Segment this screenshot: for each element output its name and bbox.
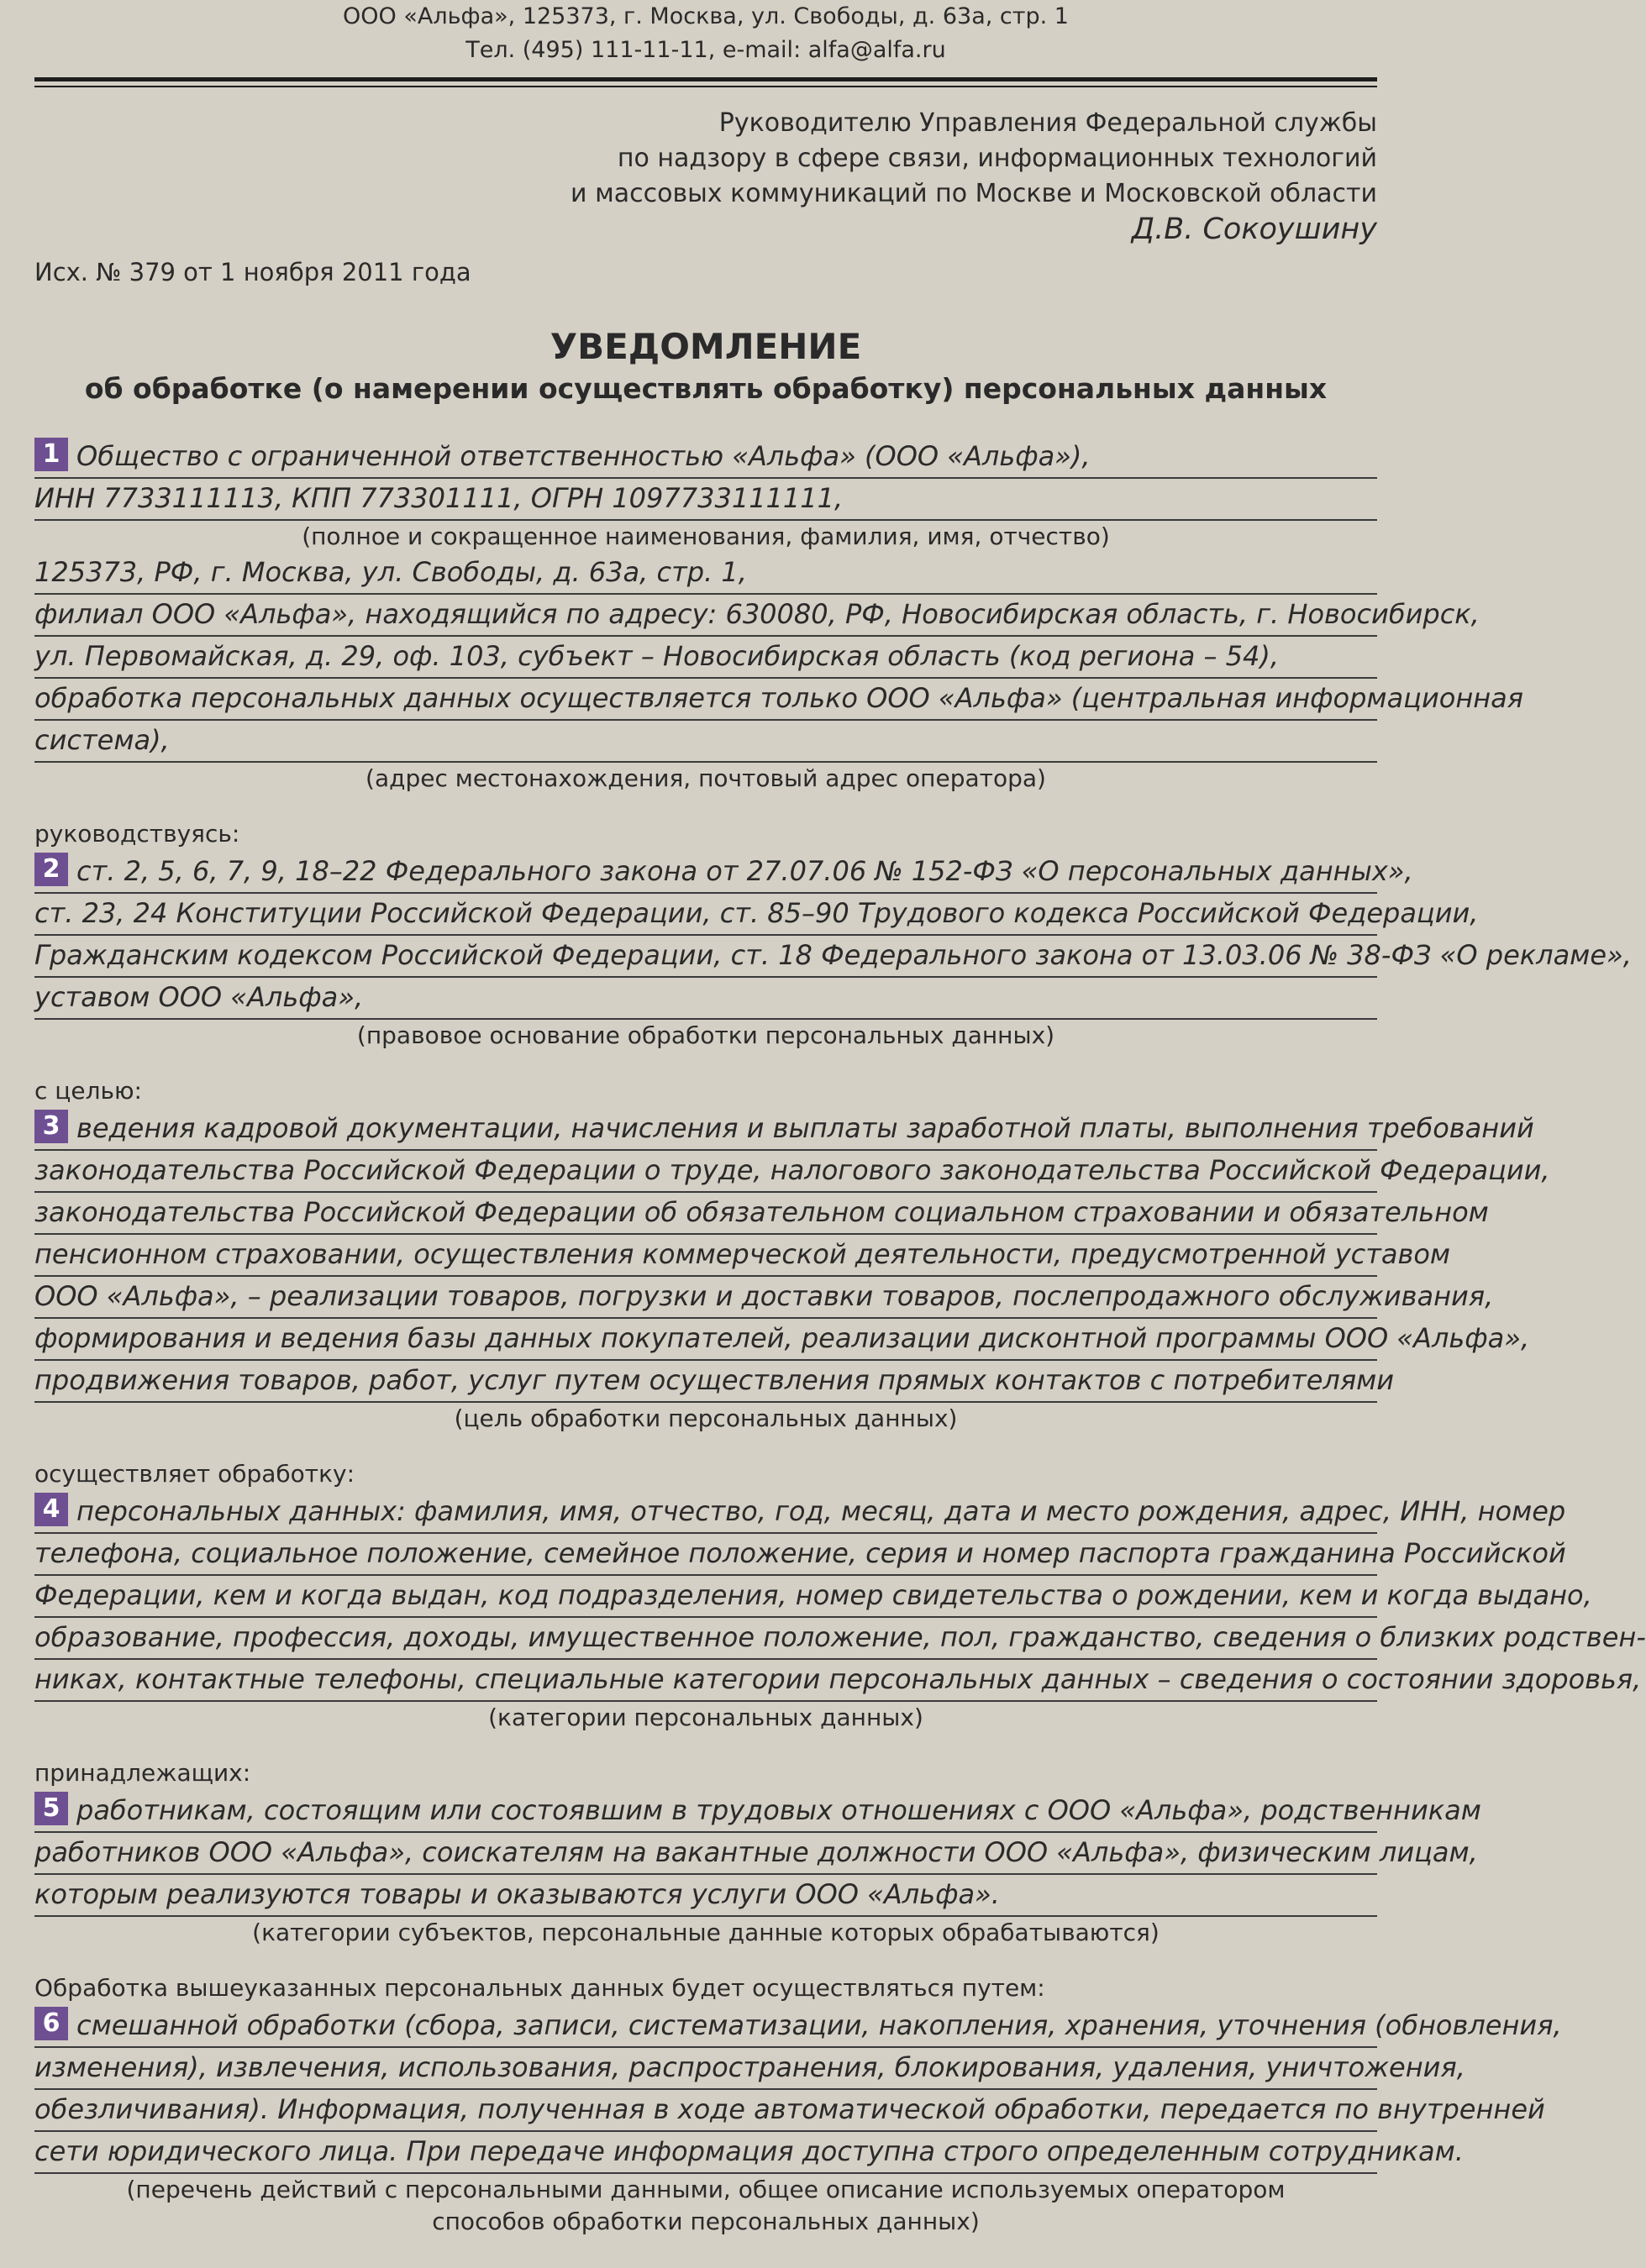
section-number-badge: 3 bbox=[34, 1110, 68, 1143]
addressee-name: Д.В. Сокоушину bbox=[1131, 213, 1377, 246]
section-5 bbox=[34, 1756, 1481, 1949]
field-line: изменения), извлечения, использования, распространения, блокирования, удаления, уничтожения, bbox=[34, 2048, 1377, 2090]
field-text: смешанной обработки (сбора, записи, систематизации, накопления, хранения, уточнения (обновления, bbox=[76, 2009, 1562, 2041]
section-6 bbox=[34, 1971, 1562, 2238]
section-intro: Обработка вышеуказанных персональных данных будет осуществляться путем: bbox=[34, 1974, 1045, 2002]
field-line: уставом ООО «Альфа», bbox=[34, 978, 1377, 1020]
section-3 bbox=[34, 1074, 1550, 1435]
section-number-badge: 4 bbox=[34, 1493, 68, 1526]
field-caption: (категории субъектов, персональные данные которых обрабатываются) bbox=[252, 1919, 1160, 1946]
field-line: 125373, РФ, г. Москва, ул. Свободы, д. 63а, стр. 1, bbox=[34, 553, 1377, 595]
field-line bbox=[34, 852, 1413, 894]
field-line bbox=[34, 1109, 1534, 1151]
document-subtitle: об обработке (о намерении осуществлять обработку) персональных данных bbox=[84, 372, 1328, 405]
field-line: пенсионном страховании, осуществления коммерческой деятельности, предусмотренной уставом bbox=[34, 1235, 1377, 1277]
field-text: персональных данных: фамилия, имя, отчество, год, месяц, дата и место рождения, адрес, ИНН, номер bbox=[76, 1495, 1566, 1527]
field-line: ИНН 7733111113, КПП 773301111, ОГРН 1097733111111, bbox=[34, 479, 1377, 521]
section-4 bbox=[34, 1457, 1646, 1734]
section-intro: с целью: bbox=[34, 1077, 142, 1105]
field-line: обезличивания). Информация, полученная в ходе автоматической обработки, передается по внутренней bbox=[34, 2090, 1377, 2132]
field-line: сети юридического лица. При передаче информация доступна строго определенным сотрудникам. bbox=[34, 2132, 1377, 2174]
field-line bbox=[34, 1791, 1481, 1833]
field-line: ст. 23, 24 Конституции Российской Федерации, ст. 85–90 Трудового кодекса Российской Федерации, bbox=[34, 894, 1377, 936]
field-line: обработка персональных данных осуществляется только ООО «Альфа» (центральная информационная bbox=[34, 679, 1377, 721]
field-line: ул. Первомайская, д. 29, оф. 103, субъект – Новосибирская область (код региона – 54), bbox=[34, 637, 1377, 679]
section-intro: принадлежащих: bbox=[34, 1759, 251, 1787]
field-caption: способов обработки персональных данных) bbox=[432, 2208, 980, 2235]
section-intro: руководствуясь: bbox=[34, 820, 240, 848]
letterhead-address: ООО «Альфа», 125373, г. Москва, ул. Свободы, д. 63а, стр. 1 bbox=[343, 3, 1069, 29]
field-text: ст. 2, 5, 6, 7, 9, 18–22 Федерального закона от 27.07.06 № 152-ФЗ «О персональных данных», bbox=[76, 855, 1413, 887]
field-line: законодательства Российской Федерации о труде, налогового законодательства Российской Федерации, bbox=[34, 1151, 1377, 1193]
field-line bbox=[34, 2006, 1562, 2048]
letterhead-contacts: Тел. (495) 111-11-11, e-mail: alfa@alfa.ru bbox=[465, 37, 946, 63]
field-line: телефона, социальное положение, семейное положение, серия и номер паспорта гражданина Российской bbox=[34, 1534, 1377, 1576]
section-number-badge: 5 bbox=[34, 1792, 68, 1825]
section-2 bbox=[34, 816, 1632, 1052]
letterhead-divider bbox=[34, 77, 1377, 87]
field-line bbox=[34, 437, 1377, 479]
field-line: законодательства Российской Федерации об обязательном социальном страховании и обязательном bbox=[34, 1193, 1377, 1235]
field-caption: (цель обработки персональных данных) bbox=[454, 1404, 958, 1432]
field-text: работникам, состоящим или состоявшим в трудовых отношениях с ООО «Альфа», родственникам bbox=[76, 1794, 1481, 1826]
field-line: формирования и ведения базы данных покупателей, реализации дисконтной программы ООО «Альфа», bbox=[34, 1319, 1377, 1361]
field-line: которым реализуются товары и оказываются услуги ООО «Альфа». bbox=[34, 1875, 1377, 1917]
letterhead bbox=[34, 0, 1377, 67]
addressee-line: Руководителю Управления Федеральной службы bbox=[718, 108, 1377, 138]
field-caption: (адрес местонахождения, почтовый адрес оператора) bbox=[365, 764, 1046, 792]
field-line: Гражданским кодексом Российской Федерации, ст. 18 Федерального закона от 13.03.06 № 38-ФЗ «О рекламе», bbox=[34, 936, 1377, 978]
field-line: Федерации, кем и когда выдан, код подразделения, номер свидетельства о рождении, кем и когда выдано, bbox=[34, 1576, 1377, 1618]
section-number-badge: 2 bbox=[34, 853, 68, 886]
section-1 bbox=[34, 437, 1524, 795]
field-caption: (полное и сокращенное наименования, фамилия, имя, отчество) bbox=[302, 522, 1110, 550]
field-line: образование, профессия, доходы, имущественное положение, пол, гражданство, сведения о близких родствен- bbox=[34, 1618, 1377, 1660]
section-number-badge: 1 bbox=[34, 438, 68, 471]
document-title: УВЕДОМЛЕНИЕ bbox=[550, 326, 862, 367]
addressee-line: по надзору в сфере связи, информационных технологий bbox=[617, 144, 1377, 173]
field-line: система), bbox=[34, 721, 1377, 763]
field-text: Общество с ограниченной ответственностью «Альфа» (ООО «Альфа»), bbox=[76, 440, 1091, 472]
field-text: ведения кадровой документации, начисления и выплаты заработной платы, выполнения требований bbox=[76, 1112, 1534, 1144]
field-line: ООО «Альфа», – реализации товаров, погрузки и доставки товаров, послепродажного обслуживания, bbox=[34, 1277, 1377, 1319]
field-line: работников ООО «Альфа», соискателям на вакантные должности ООО «Альфа», физическим лицам, bbox=[34, 1833, 1377, 1875]
field-caption: (категории персональных данных) bbox=[488, 1704, 923, 1731]
field-line bbox=[34, 1492, 1566, 1534]
field-line: никах, контактные телефоны, специальные категории персональных данных – сведения о состоянии здоровья, bbox=[34, 1660, 1377, 1702]
addressee-line: и массовых коммуникаций по Москве и Московской области bbox=[571, 179, 1377, 208]
field-caption: (перечень действий с персональными данными, общее описание используемых оператором bbox=[126, 2176, 1286, 2203]
section-intro: осуществляет обработку: bbox=[34, 1460, 355, 1488]
outgoing-number: Исх. № 379 от 1 ноября 2011 года bbox=[34, 258, 471, 286]
addressee-block bbox=[34, 106, 1377, 247]
field-caption: (правовое основание обработки персональных данных) bbox=[356, 1021, 1055, 1049]
field-line: продвижения товаров, работ, услуг путем осуществления прямых контактов с потребителями bbox=[34, 1361, 1377, 1403]
field-line: филиал ООО «Альфа», находящийся по адресу: 630080, РФ, Новосибирская область, г. Новосибирск, bbox=[34, 595, 1377, 637]
section-number-badge: 6 bbox=[34, 2007, 68, 2040]
